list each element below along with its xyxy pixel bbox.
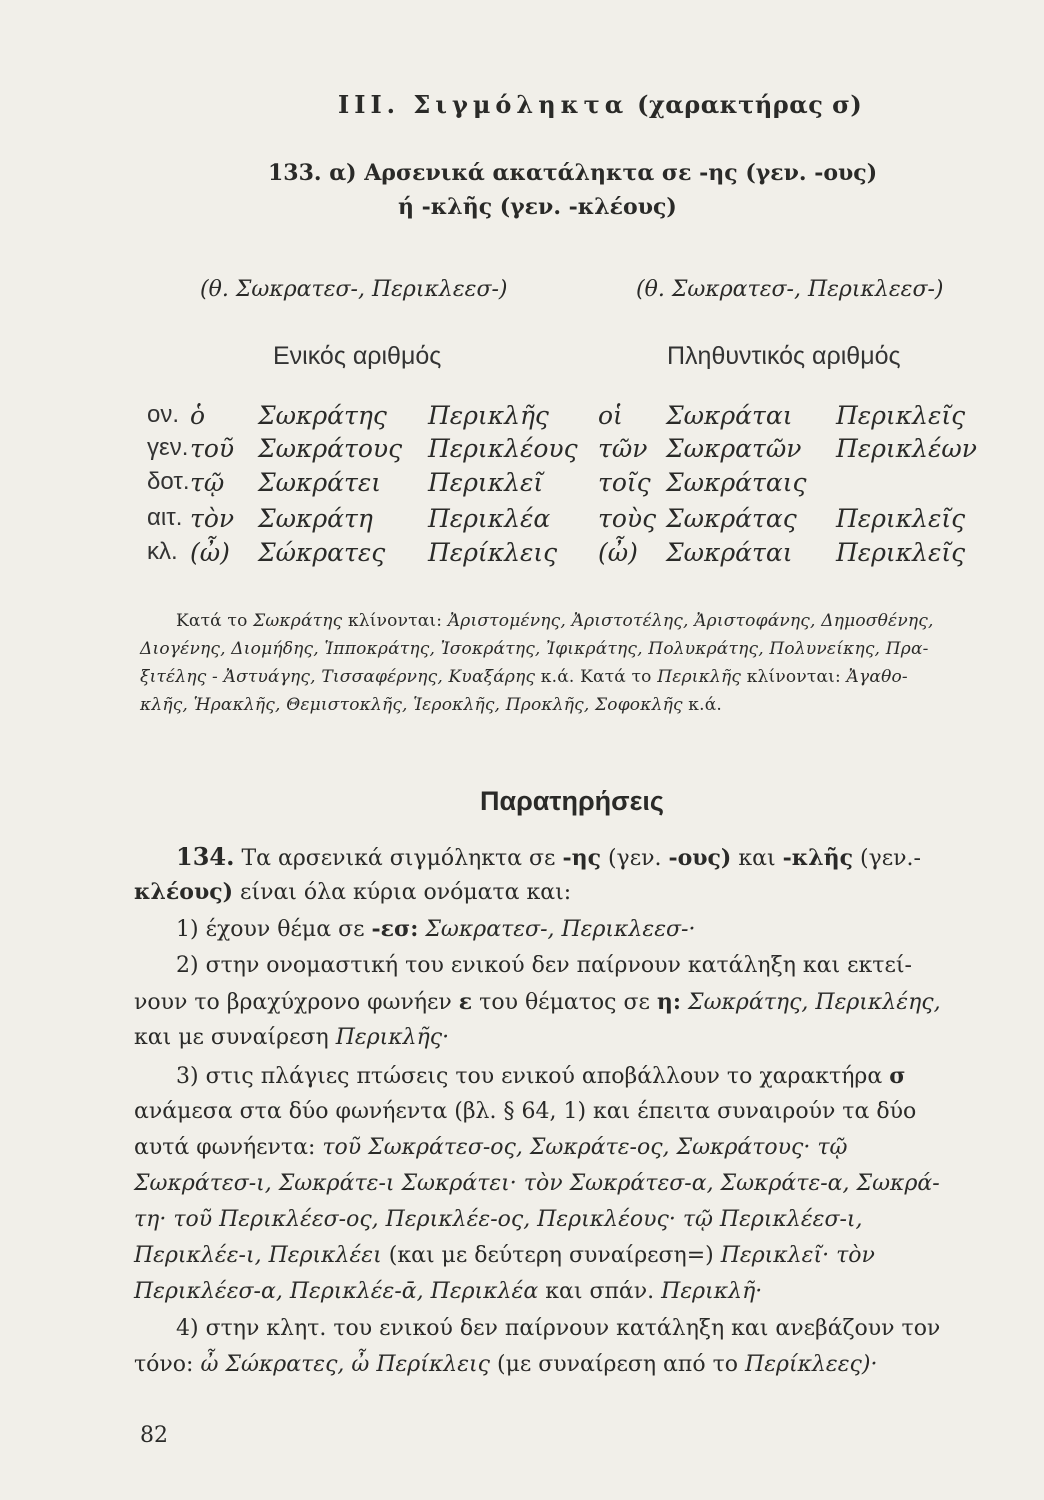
sokrates-singular: Σωκράτει bbox=[258, 468, 382, 497]
chapter-subtitle: (χαρακτήρας σ) bbox=[637, 90, 863, 119]
note-names: Ἀριστομένης, Ἀριστοτέλης, Ἀριστοφάνης, Δημοσθένης, bbox=[447, 611, 934, 631]
text: 1) έχουν θέμα σε bbox=[176, 917, 365, 942]
page-number: 82 bbox=[140, 1423, 168, 1448]
perikles-singular: Περικλέα bbox=[428, 504, 551, 533]
singular-header: Ενικός αριθμός bbox=[273, 342, 442, 370]
paragraph-line bbox=[176, 1063, 905, 1089]
note-text: Κατά το bbox=[176, 611, 248, 631]
paragraph-line bbox=[134, 1135, 847, 1160]
example: Σωκράτης, Περικλέης, bbox=[688, 990, 941, 1015]
section-133-line2: ή -κλῆς (γεν. -κλέους) bbox=[398, 194, 677, 220]
perikles-singular: Περικλέους bbox=[428, 434, 578, 463]
observations-title: Παρατηρήσεις bbox=[480, 786, 664, 816]
text: (γεν. bbox=[607, 846, 662, 871]
paragraph-line bbox=[134, 1279, 762, 1304]
perikles-singular: Περικλεῖ bbox=[428, 468, 544, 497]
ending: σ bbox=[889, 1063, 906, 1089]
sokrates-plural: Σωκράτας bbox=[666, 504, 797, 533]
text: και bbox=[738, 846, 776, 871]
chapter-title: III. Σιγμόληκτα bbox=[338, 90, 629, 119]
paragraph-line bbox=[134, 1243, 875, 1268]
sokrates-singular: Σωκράτους bbox=[258, 434, 403, 463]
text: και σπάν. bbox=[545, 1279, 655, 1304]
case-label: αιτ. bbox=[147, 504, 183, 531]
note-names: Ἀγαθο- bbox=[846, 667, 908, 687]
example: Περικλῆ· bbox=[661, 1279, 763, 1304]
text: νουν το βραχύχρονο φωνήεν bbox=[134, 990, 452, 1015]
sokrates-plural: Σωκρατῶν bbox=[666, 434, 802, 463]
text: (με συναίρεση από το bbox=[497, 1352, 739, 1377]
text: 3) στις πλάγιες πτώσεις του ενικού αποβάλλουν το χαρακτήρα bbox=[176, 1064, 883, 1089]
article-singular: τὸν bbox=[190, 504, 235, 533]
article-plural: τῶν bbox=[598, 434, 648, 463]
text: (και με δεύτερη συναίρεση=) bbox=[388, 1243, 714, 1268]
case-label: κλ. bbox=[147, 538, 178, 565]
stem-right: (θ. Σωκρατεσ-, Περικλεεσ-) bbox=[636, 277, 944, 302]
article-plural: τοὺς bbox=[598, 504, 657, 533]
note-line bbox=[140, 667, 908, 687]
perikles-plural: Περικλεῖς bbox=[836, 401, 966, 430]
article-plural: (ὦ) bbox=[598, 538, 638, 567]
sokrates-plural: Σωκράται bbox=[666, 538, 793, 567]
plural-header: Πληθυντικός αριθμός bbox=[667, 342, 901, 370]
article-singular: ὁ bbox=[190, 401, 206, 430]
perikles-plural: Περικλέων bbox=[836, 434, 977, 463]
note-line bbox=[140, 695, 722, 715]
perikles-plural: Περικλεῖς bbox=[836, 504, 966, 533]
example: Περικλέε-ι, Περικλέει bbox=[134, 1243, 382, 1268]
note-names: κλῆς, Ἡρακλῆς, Θεμιστοκλῆς, Ἱεροκλῆς, Προκλῆς, Σοφοκλῆς bbox=[140, 695, 683, 715]
perikles-plural: Περικλεῖς bbox=[836, 538, 966, 567]
note-name: Περικλῆς bbox=[657, 667, 742, 687]
text: είναι όλα κύρια ονόματα και: bbox=[240, 880, 572, 905]
paragraph-line: 2) στην ονομαστική του ενικού δεν παίρνουν κατάληξη και εκτεί- bbox=[176, 953, 912, 978]
article-plural: οἱ bbox=[598, 401, 623, 430]
sokrates-singular: Σωκράτης bbox=[258, 401, 387, 430]
paragraph-line: Σωκράτεσ-ι, Σωκράτε-ι Σωκράτει· τὸν Σωκράτεσ-α, Σωκράτε-α, Σωκρά- bbox=[134, 1171, 940, 1196]
section-133-line1: 133. α) Αρσενικά ακατάληκτα σε -ης (γεν. -ους) bbox=[268, 160, 878, 186]
note-names: ξιτέλης - Ἀστυάγης, Τισσαφέρνης, Κυαξάρης bbox=[140, 667, 536, 687]
example: Περικλῆς· bbox=[335, 1025, 450, 1050]
article-singular: (ὦ) bbox=[190, 538, 230, 567]
paragraph-line: 4) στην κλητ. του ενικού δεν παίρνουν κατάληξη και ανεβάζουν τον bbox=[176, 1316, 941, 1341]
note-text: κλίνονται: bbox=[746, 667, 841, 687]
article-plural: τοῖς bbox=[598, 468, 651, 497]
stem-left: (θ. Σωκρατεσ-, Περικλεεσ-) bbox=[200, 277, 508, 302]
note-line: Διογένης, Διομήδης, Ἱπποκράτης, Ἰσοκράτης, Ἰφικράτης, Πολυκράτης, Πολυνείκης, Πρα- bbox=[140, 639, 929, 659]
ending: ε bbox=[458, 989, 473, 1015]
example: Περίκλεες)· bbox=[745, 1352, 878, 1377]
paragraph-line bbox=[134, 1352, 877, 1377]
perikles-singular: Περικλῆς bbox=[428, 401, 549, 430]
ending: η: bbox=[656, 989, 682, 1015]
article-singular: τοῦ bbox=[190, 434, 235, 463]
example: τοῦ Σωκράτεσ-ος, Σωκράτε-ος, Σωκράτους· τῷ bbox=[322, 1135, 848, 1160]
perikles-singular: Περίκλεις bbox=[428, 538, 558, 567]
article-singular: τῷ bbox=[190, 468, 225, 497]
sokrates-plural: Σωκράται bbox=[666, 401, 793, 430]
example: Σωκρατεσ-, Περικλεεσ-· bbox=[425, 917, 696, 942]
example: Περικλέεσ-α, Περικλέε-ᾱ, Περικλέα bbox=[134, 1279, 539, 1304]
note-line bbox=[176, 611, 934, 631]
paragraph-line bbox=[134, 879, 571, 905]
note-name: Σωκράτης bbox=[253, 611, 343, 631]
ending: κλέους) bbox=[134, 879, 234, 905]
case-label: γεν. bbox=[147, 434, 189, 461]
ending: -ης bbox=[562, 845, 601, 871]
text: του θέματος σε bbox=[479, 990, 650, 1015]
text: και με συναίρεση bbox=[134, 1025, 329, 1050]
sokrates-singular: Σώκρατες bbox=[258, 538, 386, 567]
note-text: κ.ά. bbox=[688, 695, 723, 715]
paragraph-line bbox=[176, 916, 695, 942]
ending: -ους) bbox=[668, 845, 732, 871]
ending: -εσ: bbox=[371, 916, 419, 942]
text: (γεν.- bbox=[860, 846, 921, 871]
text: τόνο: bbox=[134, 1352, 194, 1377]
example: ὦ Σώκρατες, ὦ Περίκλεις bbox=[200, 1352, 490, 1377]
note-text: κ.ά. Κατά το bbox=[540, 667, 652, 687]
paragraph-number: 134. bbox=[176, 842, 235, 871]
case-label: ον. bbox=[147, 401, 180, 428]
note-text: κλίνονται: bbox=[347, 611, 443, 631]
paragraph-line: ανάμεσα στα δύο φωνήεντα (βλ. § 64, 1) και έπειτα συναιρούν τα δύο bbox=[134, 1099, 917, 1124]
case-label: δοτ. bbox=[147, 468, 190, 495]
sokrates-plural: Σωκράταις bbox=[666, 468, 807, 497]
paragraph-line bbox=[176, 842, 921, 871]
text: Τα αρσενικά σιγμόληκτα σε bbox=[241, 846, 556, 871]
paragraph-line bbox=[134, 989, 941, 1015]
paragraph-line: τη· τοῦ Περικλέεσ-ος, Περικλέε-ος, Περικλέους· τῷ Περικλέεσ-ι, bbox=[134, 1207, 863, 1232]
chapter-heading bbox=[338, 90, 862, 119]
ending: -κλῆς bbox=[782, 845, 854, 871]
paragraph-line bbox=[134, 1025, 449, 1050]
text: αυτά φωνήεντα: bbox=[134, 1135, 316, 1160]
sokrates-singular: Σωκράτη bbox=[258, 504, 373, 533]
example: Περικλεῖ· τὸν bbox=[720, 1243, 875, 1268]
